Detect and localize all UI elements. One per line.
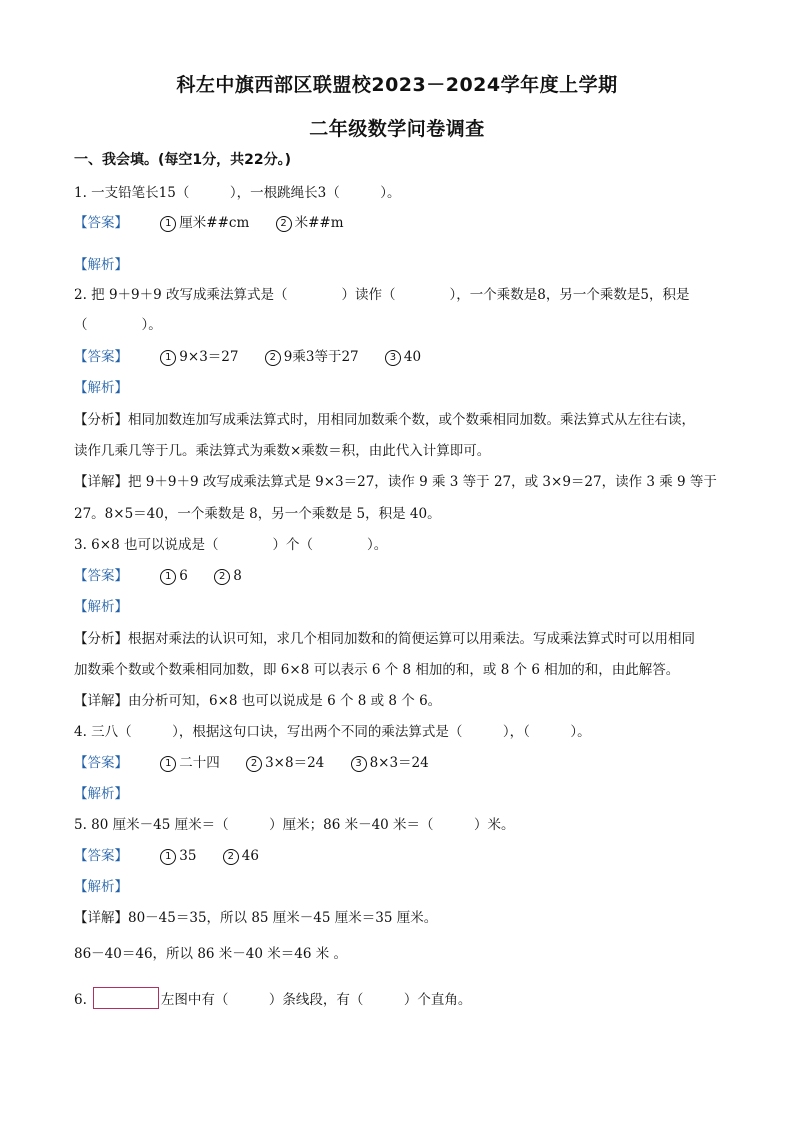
q4-text: 4. 三八（ ），根据这句口诀，写出两个不同的乘法算式是（ ），（ ）。 bbox=[74, 724, 591, 740]
doc-title-line2: 二年级数学问卷调查 bbox=[309, 118, 485, 140]
circled-number-icon: 2 bbox=[246, 756, 262, 772]
circled-number-icon: 2 bbox=[265, 350, 281, 366]
q3-fenxi-b: 加数乘个数或个数乘相同加数，即 6×8 可以表示 6 个 8 相加的和，或 8 个 6 相加的和，由此解答。 bbox=[74, 662, 680, 678]
circled-number-icon: 2 bbox=[223, 849, 239, 865]
circled-number-icon: 1 bbox=[160, 216, 176, 232]
answer-item: 2 9乘3等于27 bbox=[265, 347, 359, 367]
answer-item: 1 厘米##cm bbox=[160, 213, 249, 233]
answer-tag: 【答案】 bbox=[74, 349, 128, 365]
q2-xiangjie-a: 【详解】把 9＋9＋9 改写成乘法算式是 9×3＝27，读作 9 乘 3 等于 27，或 3×9＝27，读作 3 乘 9 等于 bbox=[74, 474, 717, 490]
circled-number-icon: 3 bbox=[385, 350, 401, 366]
answer-item: 2 米##m bbox=[276, 213, 344, 233]
answer-item: 1 35 bbox=[160, 846, 196, 866]
q4-answer-row bbox=[74, 753, 451, 773]
q3-fenxi-a: 【分析】根据对乘法的认识可知，求几个相同加数和的简便运算可以用乘法。写成乘法算式时可以用相同 bbox=[74, 631, 695, 647]
q1-analysis-tag: 【解析】 bbox=[74, 257, 128, 273]
q6-number: 6. bbox=[74, 992, 87, 1008]
q2-text-a: 2. 把 9＋9＋9 改写成乘法算式是（ ）读作（ ），一个乘数是8，另一个乘数是5，积是 bbox=[74, 287, 690, 303]
q2-fenxi-b: 读作几乘几等于几。乘法算式为乘数×乘数＝积，由此代入计算即可。 bbox=[74, 443, 491, 459]
q1-text: 1. 一支铅笔长15（ ），一根跳绳长3（ ）。 bbox=[74, 185, 401, 201]
q2-text-b: （ ）。 bbox=[74, 317, 162, 333]
circled-number-icon: 2 bbox=[276, 216, 292, 232]
q4-analysis-tag: 【解析】 bbox=[74, 786, 128, 802]
answer-item: 2 46 bbox=[223, 846, 259, 866]
q2-answer-row bbox=[74, 347, 443, 367]
q5-xiangjie-a: 【详解】80－45＝35，所以 85 厘米－45 厘米＝35 厘米。 bbox=[74, 910, 438, 926]
answer-tag: 【答案】 bbox=[74, 755, 128, 771]
q6-row bbox=[74, 987, 471, 1010]
circled-number-icon: 3 bbox=[351, 756, 367, 772]
q6-text: 左图中有（ ）条线段，有（ ）个直角。 bbox=[160, 992, 472, 1008]
answer-item: 2 3×8＝24 bbox=[246, 753, 324, 773]
q3-text: 3. 6×8 也可以说成是（ ）个（ ）。 bbox=[74, 537, 388, 553]
q1-answer-row bbox=[74, 213, 366, 233]
q5-answer-row bbox=[74, 846, 281, 866]
answer-item: 1 二十四 bbox=[160, 753, 220, 773]
circled-number-icon: 1 bbox=[160, 849, 176, 865]
q5-analysis-tag: 【解析】 bbox=[74, 879, 128, 895]
answer-item: 1 9×3＝27 bbox=[160, 347, 238, 367]
answer-tag: 【答案】 bbox=[74, 215, 128, 231]
circled-number-icon: 2 bbox=[214, 569, 230, 585]
answer-item: 2 8 bbox=[214, 566, 242, 586]
answer-item: 3 8×3＝24 bbox=[351, 753, 429, 773]
q5-xiangjie-b: 86－40＝46，所以 86 米－40 米＝46 米 。 bbox=[74, 946, 348, 962]
answer-item: 3 40 bbox=[385, 347, 421, 367]
circled-number-icon: 1 bbox=[160, 350, 176, 366]
q5-text: 5. 80 厘米－45 厘米＝（ ）厘米；86 米－40 米＝（ ）米。 bbox=[74, 817, 515, 833]
q2-analysis-tag: 【解析】 bbox=[74, 380, 128, 396]
q3-answer-row bbox=[74, 566, 264, 586]
circled-number-icon: 1 bbox=[160, 569, 176, 585]
q3-analysis-tag: 【解析】 bbox=[74, 599, 128, 615]
answer-tag: 【答案】 bbox=[74, 568, 128, 584]
answer-tag: 【答案】 bbox=[74, 848, 128, 864]
doc-title-line1: 科左中旗西部区联盟校2023－2024学年度上学期 bbox=[176, 74, 618, 96]
q2-xiangjie-b: 27。8×5＝40，一个乘数是 8，另一个乘数是 5，积是 40。 bbox=[74, 506, 441, 522]
q3-xiangjie: 【详解】由分析可知，6×8 也可以说成是 6 个 8 或 8 个 6。 bbox=[74, 693, 442, 709]
section1-heading: 一、我会填。(每空1分，共22分。) bbox=[74, 152, 292, 168]
circled-number-icon: 1 bbox=[160, 756, 176, 772]
answer-item: 1 6 bbox=[160, 566, 188, 586]
figure-placeholder-box bbox=[93, 987, 159, 1009]
q2-fenxi-a: 【分析】相同加数连加写成乘法算式时，用相同加数乘个数，或个数乘相同加数。乘法算式从左往右读， bbox=[74, 412, 695, 428]
